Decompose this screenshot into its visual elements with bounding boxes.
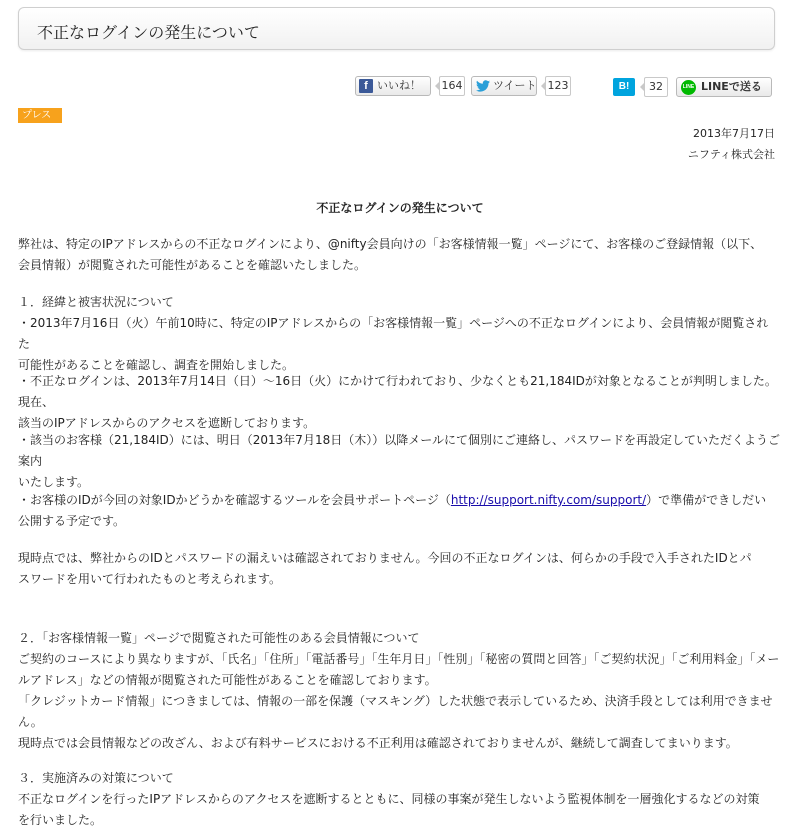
section1-bullet-3: ・該当のお客様（21,184ID）には、明日（2013年7月18日（木））以降メールにて個別にご連絡し、パスワードを再設定していただくようご案内 いたします。 [18, 433, 780, 489]
intro-paragraph: 弊社は、特定のIPアドレスからの不正なログインにより、@nifty会員向けの「お客様情報一覧」ページにて、お客様のご登録情報（以下、 会員情報）が閲覧された可能性があることを確認いたしました。 [18, 237, 763, 272]
section3-body: 不正なログインを行ったIPアドレスからのアクセスを遮断するとともに、同様の事案が発生しないよう監視体制を一層強化するなどの対策 を行いました。 [18, 792, 760, 827]
line-icon: LINE [681, 80, 696, 95]
page-title: 不正なログインの発生について [37, 23, 260, 42]
hatena-count: 32 [644, 77, 668, 97]
twitter-bird-icon [476, 80, 490, 92]
section1-bullet-2: ・不正なログインは、2013年7月14日（日）～16日（火）にかけて行われており、少なくとも21,184IDが対象となることが判明しました。現在、 該当のIPアドレスからのアクセスを遮断しております。 [18, 374, 777, 430]
page-title-box [18, 7, 775, 50]
facebook-like-button[interactable]: f いいね！ [355, 76, 431, 96]
facebook-icon: f [359, 79, 373, 93]
release-date: 2013年7月17日 [693, 127, 775, 140]
section3-heading: ３．実施済みの対策について [18, 771, 174, 785]
section1-bullet-4: ・お客様のIDが今回の対象IDかどうかを確認するツールを会員サポートページ（http://support.nifty.com/support/）で準備ができしだい 公開する予定です。 [18, 493, 767, 528]
section2-body: ご契約のコースにより異なりますが、「氏名」「住所」「電話番号」「生年月日」「性別」「秘密の質問と回答」「ご契約状況」「ご利用料金」「メー ルアドレス」などの情報が閲覧された可能性があることを確認しております。 「クレジットカード情報」につきましては、情報の一部を保護（マスキング）した状態で表示しているため、決済手段としては利用できません。 現時点では会員情報などの改ざん、および有料サービスにおける不正利用は確認されておりませんが、継続して調査してまいります。 [18, 652, 780, 750]
document-title: 不正なログインの発生について [316, 201, 484, 215]
tweet-button[interactable]: ツイート [471, 76, 537, 96]
category-tag: プレス [18, 108, 62, 123]
tweet-count: 123 [545, 76, 571, 96]
line-send-button[interactable]: LINE LINEで送る [676, 77, 772, 97]
support-page-link[interactable]: http://support.nifty.com/support/ [450, 493, 647, 507]
section1-bullet-1: ・2013年7月16日（火）午前10時に、特定のIPアドレスからの「お客様情報一覧」ページへの不正なログインにより、会員情報が閲覧された 可能性があることを確認し、調査を開始しました。 [18, 316, 769, 372]
hatena-bookmark-button[interactable]: B! [613, 78, 635, 96]
company-name: ニフティ株式会社 [687, 148, 775, 161]
section1-heading: １．経緯と被害状況について [18, 295, 174, 309]
section2-heading: ２．「お客様情報一覧」ページで閲覧された可能性のある会員情報について [18, 631, 420, 645]
current-status-paragraph: 現時点では、弊社からのIDとパスワードの漏えいは確認されておりません。今回の不正なログインは、何らかの手段で入手されたIDとパ スワードを用いて行われたものと考えられます。 [18, 551, 752, 586]
like-count: 164 [439, 76, 465, 96]
